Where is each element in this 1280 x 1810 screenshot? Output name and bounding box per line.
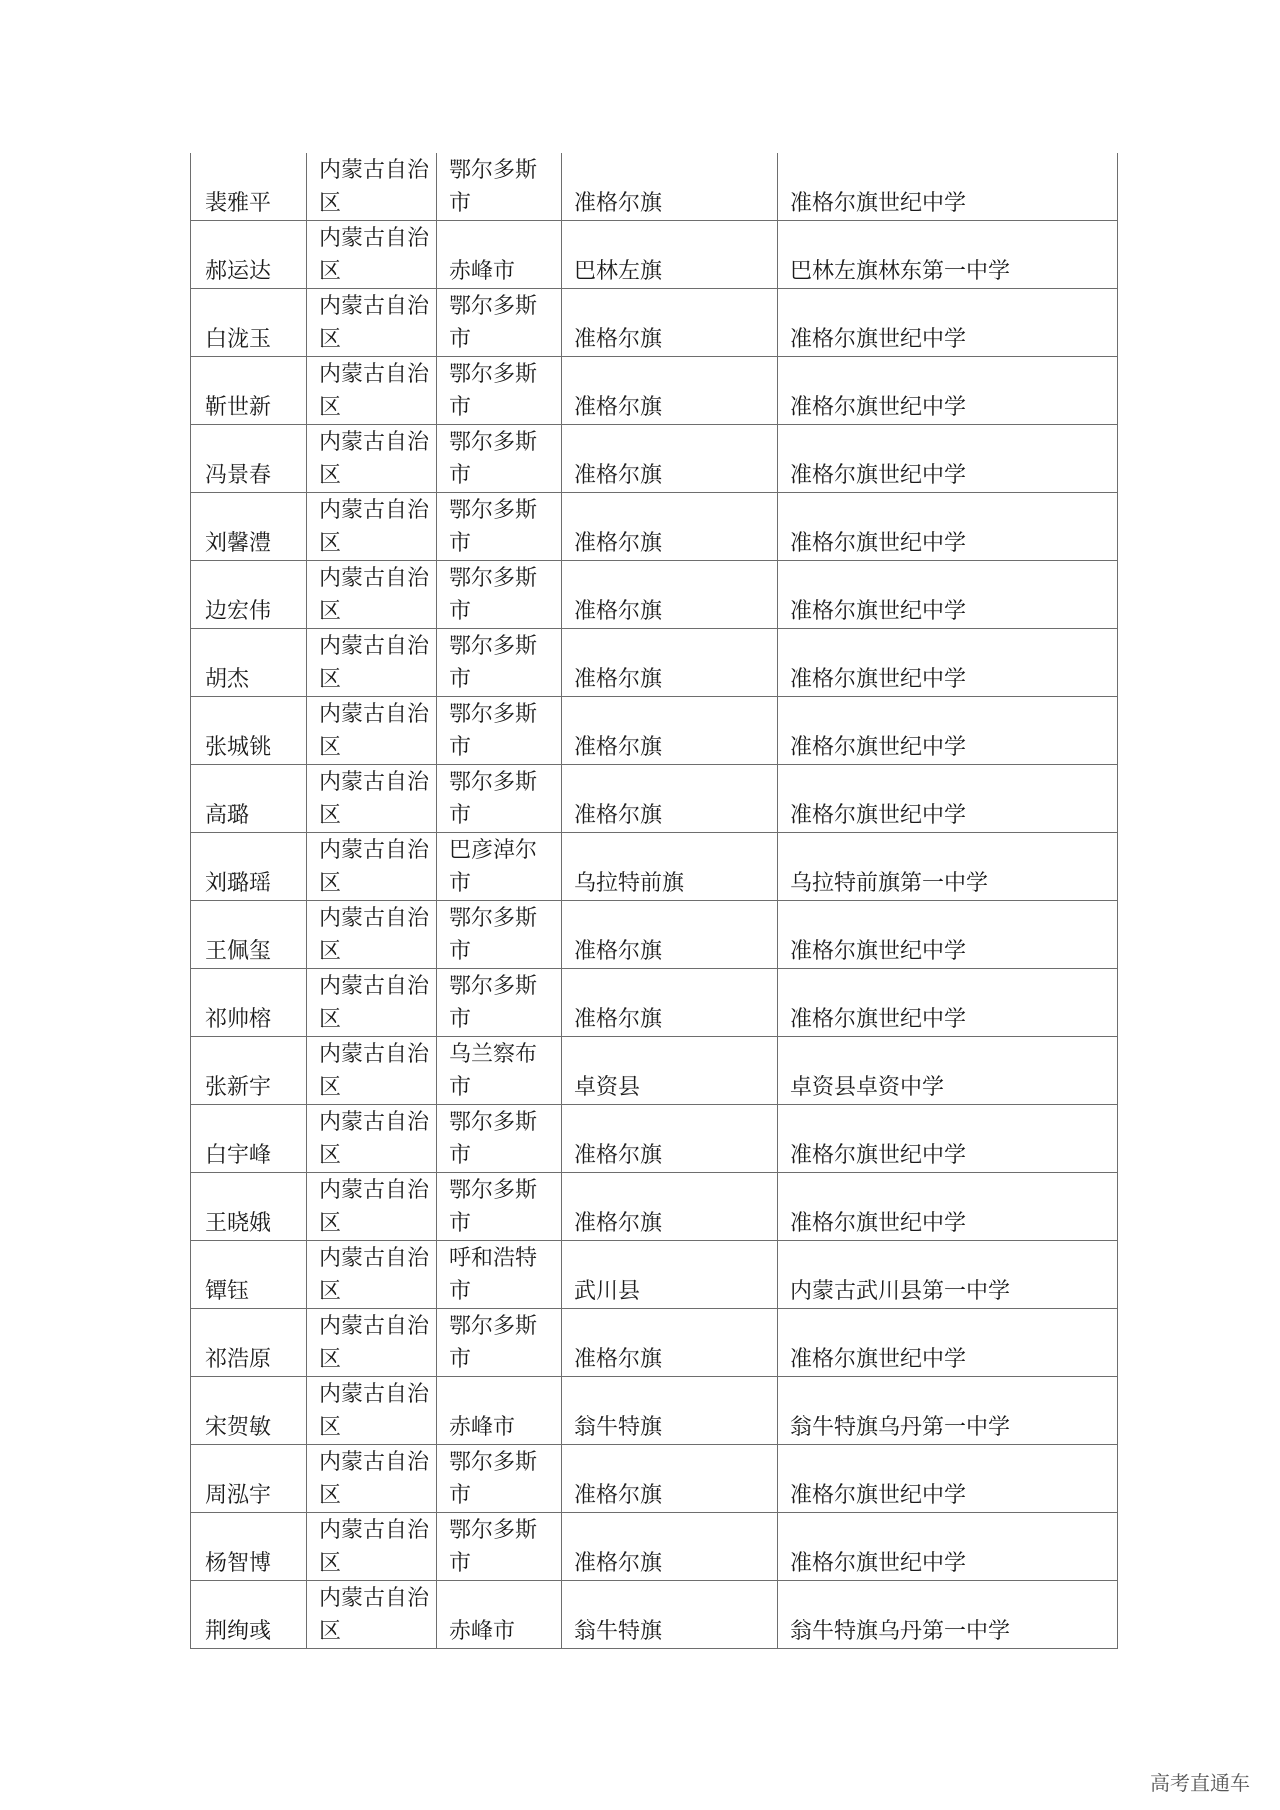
table-row bbox=[191, 969, 1118, 1037]
city-cell-text: 赤峰市 bbox=[449, 1415, 516, 1440]
city-cell bbox=[437, 1445, 562, 1513]
county-cell-text: 巴林左旗 bbox=[574, 259, 663, 284]
school-cell-text: 翁牛特旗乌丹第一中学 bbox=[790, 1415, 1011, 1440]
county-cell bbox=[562, 969, 778, 1037]
city-cell-text: 鄂尔多斯市 bbox=[449, 1314, 538, 1372]
county-cell-text: 武川县 bbox=[574, 1279, 641, 1304]
province-cell bbox=[307, 221, 437, 289]
province-cell bbox=[307, 1513, 437, 1581]
city-cell bbox=[437, 1309, 562, 1377]
province-cell-text: 内蒙古自治区 bbox=[319, 1314, 430, 1372]
province-cell-text: 内蒙古自治区 bbox=[319, 1518, 430, 1576]
province-cell-text: 内蒙古自治区 bbox=[319, 1110, 430, 1168]
school-cell bbox=[778, 289, 1118, 357]
table-row bbox=[191, 1445, 1118, 1513]
province-cell bbox=[307, 1173, 437, 1241]
county-cell-text: 准格尔旗 bbox=[574, 803, 663, 828]
table-row bbox=[191, 561, 1118, 629]
county-cell-text: 卓资县 bbox=[574, 1075, 641, 1100]
province-cell bbox=[307, 561, 437, 629]
student-name-cell bbox=[191, 425, 307, 493]
school-cell-text: 准格尔旗世纪中学 bbox=[790, 1483, 967, 1508]
province-cell bbox=[307, 289, 437, 357]
province-cell bbox=[307, 425, 437, 493]
county-cell-text: 翁牛特旗 bbox=[574, 1619, 663, 1644]
province-cell-text: 内蒙古自治区 bbox=[319, 1178, 430, 1236]
table-row bbox=[191, 1105, 1118, 1173]
school-cell-text: 准格尔旗世纪中学 bbox=[790, 463, 967, 488]
table-row bbox=[191, 1241, 1118, 1309]
student-name-cell-text: 刘璐瑶 bbox=[205, 871, 272, 896]
student-name-cell-text: 周泓宇 bbox=[205, 1483, 272, 1508]
county-cell bbox=[562, 153, 778, 221]
table-row bbox=[191, 901, 1118, 969]
school-cell-text: 准格尔旗世纪中学 bbox=[790, 1211, 967, 1236]
province-cell bbox=[307, 1309, 437, 1377]
province-cell-text: 内蒙古自治区 bbox=[319, 226, 430, 284]
school-cell bbox=[778, 1377, 1118, 1445]
school-cell bbox=[778, 1445, 1118, 1513]
province-cell bbox=[307, 357, 437, 425]
city-cell bbox=[437, 153, 562, 221]
city-cell-text: 鄂尔多斯市 bbox=[449, 770, 538, 828]
student-name-cell-text: 祁浩原 bbox=[205, 1347, 272, 1372]
city-cell bbox=[437, 969, 562, 1037]
county-cell bbox=[562, 1173, 778, 1241]
county-cell bbox=[562, 697, 778, 765]
table-row bbox=[191, 1513, 1118, 1581]
county-cell bbox=[562, 765, 778, 833]
school-cell-text: 准格尔旗世纪中学 bbox=[790, 735, 967, 760]
city-cell bbox=[437, 221, 562, 289]
province-cell bbox=[307, 969, 437, 1037]
city-cell-text: 鄂尔多斯市 bbox=[449, 634, 538, 692]
province-cell-text: 内蒙古自治区 bbox=[319, 906, 430, 964]
school-cell-text: 准格尔旗世纪中学 bbox=[790, 327, 967, 352]
province-cell bbox=[307, 493, 437, 561]
city-cell-text: 鄂尔多斯市 bbox=[449, 498, 538, 556]
province-cell-text: 内蒙古自治区 bbox=[319, 974, 430, 1032]
county-cell-text: 准格尔旗 bbox=[574, 1211, 663, 1236]
city-cell-text: 鄂尔多斯市 bbox=[449, 1178, 538, 1236]
city-cell-text: 鄂尔多斯市 bbox=[449, 1518, 538, 1576]
province-cell bbox=[307, 765, 437, 833]
city-cell bbox=[437, 1241, 562, 1309]
student-name-cell-text: 裴雅平 bbox=[205, 191, 272, 216]
table-row bbox=[191, 493, 1118, 561]
student-name-cell-text: 王晓娥 bbox=[205, 1211, 272, 1236]
city-cell-text: 赤峰市 bbox=[449, 1619, 516, 1644]
city-cell bbox=[437, 1173, 562, 1241]
student-name-cell-text: 镡钰 bbox=[205, 1279, 250, 1304]
student-name-cell bbox=[191, 221, 307, 289]
province-cell bbox=[307, 1377, 437, 1445]
city-cell-text: 鄂尔多斯市 bbox=[449, 1450, 538, 1508]
student-name-cell-text: 张城铫 bbox=[205, 735, 272, 760]
table-row bbox=[191, 765, 1118, 833]
school-cell bbox=[778, 629, 1118, 697]
county-cell-text: 准格尔旗 bbox=[574, 395, 663, 420]
school-cell-text: 准格尔旗世纪中学 bbox=[790, 1007, 967, 1032]
table-row bbox=[191, 1173, 1118, 1241]
school-cell bbox=[778, 1581, 1118, 1649]
county-cell-text: 准格尔旗 bbox=[574, 327, 663, 352]
school-cell bbox=[778, 901, 1118, 969]
student-name-cell-text: 冯景春 bbox=[205, 463, 272, 488]
county-cell-text: 准格尔旗 bbox=[574, 1143, 663, 1168]
county-cell bbox=[562, 629, 778, 697]
school-cell bbox=[778, 1513, 1118, 1581]
school-cell-text: 巴林左旗林东第一中学 bbox=[790, 259, 1011, 284]
student-name-cell-text: 白宇峰 bbox=[205, 1143, 272, 1168]
city-cell bbox=[437, 425, 562, 493]
county-cell-text: 翁牛特旗 bbox=[574, 1415, 663, 1440]
student-name-cell bbox=[191, 1309, 307, 1377]
province-cell-text: 内蒙古自治区 bbox=[319, 702, 430, 760]
school-cell-text: 准格尔旗世纪中学 bbox=[790, 191, 967, 216]
city-cell-text: 呼和浩特市 bbox=[449, 1246, 538, 1304]
county-cell bbox=[562, 221, 778, 289]
school-cell bbox=[778, 765, 1118, 833]
province-cell bbox=[307, 153, 437, 221]
student-name-cell-text: 祁帅榕 bbox=[205, 1007, 272, 1032]
student-name-cell bbox=[191, 1581, 307, 1649]
school-cell-text: 卓资县卓资中学 bbox=[790, 1075, 945, 1100]
city-cell bbox=[437, 765, 562, 833]
city-cell-text: 鄂尔多斯市 bbox=[449, 566, 538, 624]
city-cell-text: 鄂尔多斯市 bbox=[449, 906, 538, 964]
county-cell bbox=[562, 1513, 778, 1581]
county-cell-text: 准格尔旗 bbox=[574, 939, 663, 964]
table-row bbox=[191, 221, 1118, 289]
province-cell-text: 内蒙古自治区 bbox=[319, 430, 430, 488]
student-name-cell bbox=[191, 1241, 307, 1309]
student-name-cell-text: 荆绚彧 bbox=[205, 1619, 272, 1644]
school-cell bbox=[778, 493, 1118, 561]
table-row bbox=[191, 1581, 1118, 1649]
school-cell bbox=[778, 697, 1118, 765]
school-cell bbox=[778, 1241, 1118, 1309]
student-name-cell bbox=[191, 1037, 307, 1105]
city-cell-text: 鄂尔多斯市 bbox=[449, 974, 538, 1032]
city-cell bbox=[437, 561, 562, 629]
county-cell-text: 准格尔旗 bbox=[574, 667, 663, 692]
province-cell bbox=[307, 833, 437, 901]
school-cell bbox=[778, 221, 1118, 289]
student-name-cell bbox=[191, 765, 307, 833]
city-cell bbox=[437, 289, 562, 357]
county-cell-text: 乌拉特前旗 bbox=[574, 871, 685, 896]
county-cell bbox=[562, 1241, 778, 1309]
county-cell-text: 准格尔旗 bbox=[574, 1347, 663, 1372]
province-cell bbox=[307, 629, 437, 697]
county-cell-text: 准格尔旗 bbox=[574, 531, 663, 556]
student-name-cell bbox=[191, 1513, 307, 1581]
city-cell-text: 鄂尔多斯市 bbox=[449, 294, 538, 352]
school-cell-text: 准格尔旗世纪中学 bbox=[790, 667, 967, 692]
county-cell bbox=[562, 493, 778, 561]
province-cell bbox=[307, 1581, 437, 1649]
table-row bbox=[191, 153, 1118, 221]
province-cell bbox=[307, 901, 437, 969]
county-cell bbox=[562, 289, 778, 357]
table-row bbox=[191, 697, 1118, 765]
school-cell-text: 翁牛特旗乌丹第一中学 bbox=[790, 1619, 1011, 1644]
province-cell-text: 内蒙古自治区 bbox=[319, 498, 430, 556]
watermark-text: 高考直通车 bbox=[1150, 1771, 1250, 1795]
province-cell bbox=[307, 697, 437, 765]
province-cell-text: 内蒙古自治区 bbox=[319, 1042, 430, 1100]
county-cell bbox=[562, 901, 778, 969]
student-name-cell-text: 高璐 bbox=[205, 803, 250, 828]
city-cell bbox=[437, 493, 562, 561]
student-name-cell-text: 靳世新 bbox=[205, 395, 272, 420]
table-row bbox=[191, 289, 1118, 357]
county-cell bbox=[562, 1377, 778, 1445]
city-cell bbox=[437, 1105, 562, 1173]
province-cell-text: 内蒙古自治区 bbox=[319, 294, 430, 352]
province-cell bbox=[307, 1037, 437, 1105]
student-name-cell bbox=[191, 1105, 307, 1173]
student-name-cell-text: 张新宇 bbox=[205, 1075, 272, 1100]
city-cell-text: 鄂尔多斯市 bbox=[449, 362, 538, 420]
school-cell-text: 准格尔旗世纪中学 bbox=[790, 1143, 967, 1168]
school-cell bbox=[778, 561, 1118, 629]
county-cell bbox=[562, 1309, 778, 1377]
student-name-cell bbox=[191, 1377, 307, 1445]
student-name-cell bbox=[191, 833, 307, 901]
city-cell bbox=[437, 901, 562, 969]
school-cell-text: 准格尔旗世纪中学 bbox=[790, 1347, 967, 1372]
student-name-cell bbox=[191, 153, 307, 221]
city-cell-text: 鄂尔多斯市 bbox=[449, 702, 538, 760]
school-cell bbox=[778, 357, 1118, 425]
student-roster-table bbox=[190, 153, 1118, 1649]
school-cell bbox=[778, 1309, 1118, 1377]
student-name-cell bbox=[191, 697, 307, 765]
province-cell-text: 内蒙古自治区 bbox=[319, 1382, 430, 1440]
school-cell bbox=[778, 1173, 1118, 1241]
county-cell bbox=[562, 833, 778, 901]
province-cell-text: 内蒙古自治区 bbox=[319, 566, 430, 624]
county-cell-text: 准格尔旗 bbox=[574, 463, 663, 488]
table-row bbox=[191, 1377, 1118, 1445]
student-name-cell bbox=[191, 629, 307, 697]
county-cell bbox=[562, 1105, 778, 1173]
province-cell-text: 内蒙古自治区 bbox=[319, 1246, 430, 1304]
school-cell bbox=[778, 153, 1118, 221]
county-cell bbox=[562, 1581, 778, 1649]
student-name-cell bbox=[191, 969, 307, 1037]
province-cell-text: 内蒙古自治区 bbox=[319, 838, 430, 896]
city-cell-text: 鄂尔多斯市 bbox=[449, 430, 538, 488]
school-cell-text: 乌拉特前旗第一中学 bbox=[790, 871, 989, 896]
student-name-cell bbox=[191, 357, 307, 425]
city-cell-text: 乌兰察布市 bbox=[449, 1042, 538, 1100]
school-cell-text: 准格尔旗世纪中学 bbox=[790, 599, 967, 624]
city-cell bbox=[437, 1377, 562, 1445]
table-row bbox=[191, 629, 1118, 697]
province-cell bbox=[307, 1445, 437, 1513]
city-cell-text: 赤峰市 bbox=[449, 259, 516, 284]
city-cell-text: 巴彦淖尔市 bbox=[449, 838, 538, 896]
city-cell bbox=[437, 357, 562, 425]
student-name-cell-text: 王佩玺 bbox=[205, 939, 272, 964]
table-row bbox=[191, 833, 1118, 901]
school-cell bbox=[778, 1105, 1118, 1173]
city-cell-text: 鄂尔多斯市 bbox=[449, 1110, 538, 1168]
county-cell bbox=[562, 561, 778, 629]
student-name-cell bbox=[191, 901, 307, 969]
school-cell bbox=[778, 833, 1118, 901]
province-cell bbox=[307, 1105, 437, 1173]
table-row bbox=[191, 357, 1118, 425]
school-cell-text: 准格尔旗世纪中学 bbox=[790, 1551, 967, 1576]
table-row bbox=[191, 1309, 1118, 1377]
county-cell-text: 准格尔旗 bbox=[574, 1007, 663, 1032]
school-cell bbox=[778, 969, 1118, 1037]
county-cell bbox=[562, 1037, 778, 1105]
city-cell bbox=[437, 1037, 562, 1105]
school-cell-text: 准格尔旗世纪中学 bbox=[790, 803, 967, 828]
roster-body bbox=[191, 153, 1118, 1649]
city-cell-text: 鄂尔多斯市 bbox=[449, 158, 538, 216]
province-cell-text: 内蒙古自治区 bbox=[319, 770, 430, 828]
province-cell-text: 内蒙古自治区 bbox=[319, 1450, 430, 1508]
student-name-cell-text: 宋贺敏 bbox=[205, 1415, 272, 1440]
province-cell-text: 内蒙古自治区 bbox=[319, 362, 430, 420]
student-name-cell bbox=[191, 1445, 307, 1513]
county-cell-text: 准格尔旗 bbox=[574, 191, 663, 216]
table-row bbox=[191, 1037, 1118, 1105]
county-cell bbox=[562, 425, 778, 493]
city-cell bbox=[437, 1513, 562, 1581]
student-name-cell bbox=[191, 493, 307, 561]
student-name-cell-text: 边宏伟 bbox=[205, 599, 272, 624]
school-cell-text: 准格尔旗世纪中学 bbox=[790, 395, 967, 420]
province-cell-text: 内蒙古自治区 bbox=[319, 158, 430, 216]
school-cell bbox=[778, 1037, 1118, 1105]
student-name-cell bbox=[191, 289, 307, 357]
county-cell bbox=[562, 357, 778, 425]
city-cell bbox=[437, 833, 562, 901]
student-name-cell bbox=[191, 561, 307, 629]
county-cell-text: 准格尔旗 bbox=[574, 1551, 663, 1576]
school-cell-text: 准格尔旗世纪中学 bbox=[790, 939, 967, 964]
province-cell-text: 内蒙古自治区 bbox=[319, 634, 430, 692]
city-cell bbox=[437, 1581, 562, 1649]
table-row bbox=[191, 425, 1118, 493]
school-cell-text: 准格尔旗世纪中学 bbox=[790, 531, 967, 556]
county-cell bbox=[562, 1445, 778, 1513]
county-cell-text: 准格尔旗 bbox=[574, 599, 663, 624]
province-cell-text: 内蒙古自治区 bbox=[319, 1586, 430, 1644]
school-cell-text: 内蒙古武川县第一中学 bbox=[790, 1279, 1011, 1304]
province-cell bbox=[307, 1241, 437, 1309]
city-cell bbox=[437, 629, 562, 697]
county-cell-text: 准格尔旗 bbox=[574, 1483, 663, 1508]
school-cell bbox=[778, 425, 1118, 493]
student-name-cell bbox=[191, 1173, 307, 1241]
county-cell-text: 准格尔旗 bbox=[574, 735, 663, 760]
student-name-cell-text: 刘馨澧 bbox=[205, 531, 272, 556]
student-name-cell-text: 杨智博 bbox=[205, 1551, 272, 1576]
student-name-cell-text: 郝运达 bbox=[205, 259, 272, 284]
student-name-cell-text: 胡杰 bbox=[205, 667, 250, 692]
city-cell bbox=[437, 697, 562, 765]
student-name-cell-text: 白泷玉 bbox=[205, 327, 272, 352]
